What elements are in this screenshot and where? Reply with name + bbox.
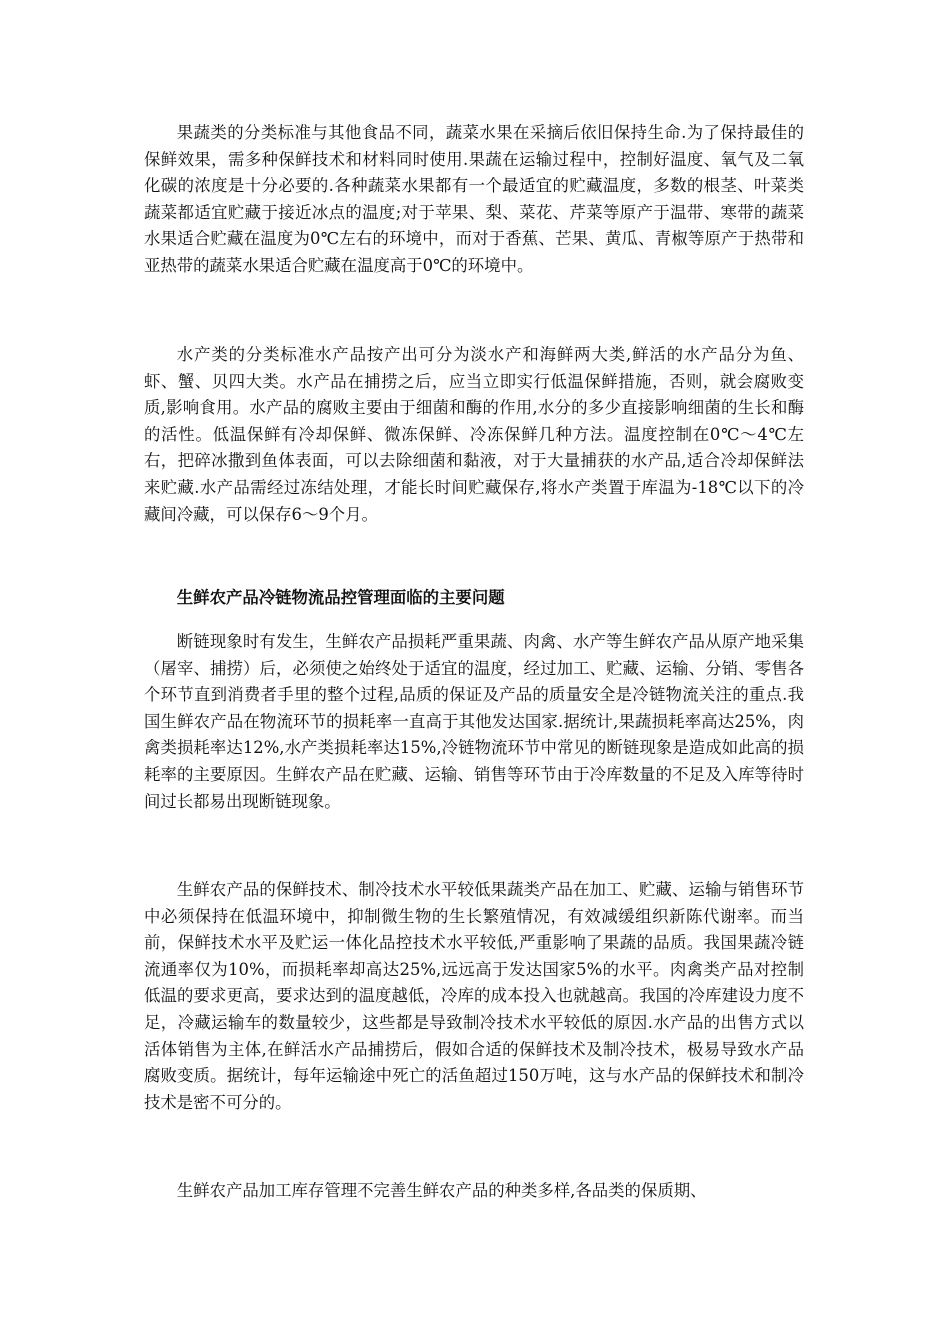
paragraph-fruit-vegetable-classification: 果蔬类的分类标准与其他食品不同，蔬菜水果在采摘后依旧保持生命.为了保持最佳的保鲜效果，需多种保鲜技术和材料同时使用.果蔬在运输过程中，控制好温度、氧气及二氧化碳的浓度是十分必要的.各种蔬菜水果都有一个最适宜的贮藏温度，多数的根茎、叶菜类蔬菜都适宜贮藏于接近冰点的温度;对于苹果、梨、菜花、芹菜等原产于温带、寒带的蔬菜水果适合贮藏在温度为0℃左右的环境中，而对于香蕉、芒果、黄瓜、青椒等原产于热带和亚热带的蔬菜水果适合贮藏在温度高于0℃的环境中。: [144, 123, 804, 275]
paragraph-chain-break: 断链现象时有发生，生鲜农产品损耗严重果蔬、肉禽、水产等生鲜农产品从原产地采集（屠宰、捕捞）后，必须使之始终处于适宜的温度，经过加工、贮藏、运输、分销、零售各个环节直到消费者手里的整个过程,品质的保证及产品的质量安全是冷链物流关注的重点.我国生鲜农产品在物流环节的损耗率一直高于其他发达国家.据统计,果蔬损耗率高达25%，肉禽类损耗率达12%,水产类损耗率达15%,冷链物流环节中常见的断链现象是造成如此高的损耗率的主要原因。生鲜农产品在贮藏、运输、销售等环节由于冷库数量的不足及入库等待时间过长都易出现断链现象。: [144, 632, 804, 811]
section-heading: 生鲜农产品冷链物流品控管理面临的主要问题: [176, 588, 505, 607]
paragraph-inventory-management: 生鲜农产品加工库存管理不完善生鲜农产品的种类多样,各品类的保质期、: [176, 1181, 707, 1200]
paragraph-preservation-technology: 生鲜农产品的保鲜技术、制冷技术水平较低果蔬类产品在加工、贮藏、运输与销售环节中必须保持在低温环境中，抑制微生物的生长繁殖情况，有效减缓组织新陈代谢率。而当前，保鲜技术水平及贮运一体化品控技术水平较低,严重影响了果蔬的品质。我国果蔬冷链流通率仅为10%，而损耗率却高达25%,远远高于发达国家5%的水平。肉禽类产品对控制低温的要求更高，要求达到的温度越低，冷库的成本投入也就越高。我国的冷库建设力度不足，冷藏运输车的数量较少，这些都是导致制冷技术水平较低的原因.水产品的出售方式以活体销售为主体,在鲜活水产品捕捞后，假如合适的保鲜技术及制冷技术，极易导致水产品腐败变质。据统计，每年运输途中死亡的活鱼超过150万吨，这与水产品的保鲜技术和制冷技术是密不可分的。: [144, 880, 804, 1112]
paragraph-aquatic-classification: 水产类的分类标准水产品按产出可分为淡水产和海鲜两大类,鲜活的水产品分为鱼、虾、蟹、贝四大类。水产品在捕捞之后，应当立即实行低温保鲜措施，否则，就会腐败变质,影响食用。水产品的腐败主要由于细菌和酶的作用,水分的多少直接影响细菌的生长和酶的活性。低温保鲜有冷却保鲜、微冻保鲜、冷冻保鲜几种方法。温度控制在0℃～4℃左右，把碎冰撒到鱼体表面，可以去除细菌和黏液，对于大量捕获的水产品,适合冷却保鲜法来贮藏.水产品需经过冻结处理，才能长时间贮藏保存,将水产类置于库温为-18℃以下的冷藏间冷藏，可以保存6～9个月。: [144, 345, 804, 524]
